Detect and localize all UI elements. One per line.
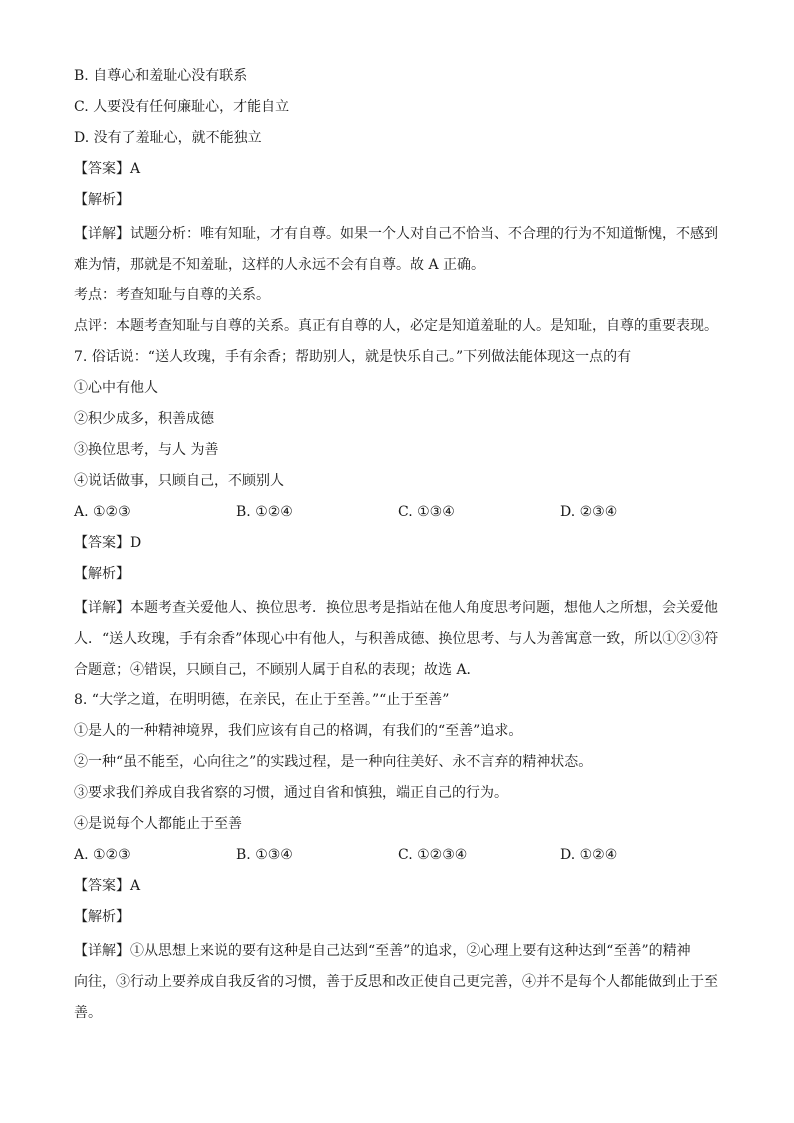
q7-item-1: ①心中有他人	[74, 380, 158, 396]
q6-option-b: B. 自尊心和羞耻心没有联系	[74, 68, 248, 84]
q8-item-1: ①是人的一种精神境界，我们应该有自己的格调，有我们的“至善”追求。	[74, 723, 523, 739]
q7-option-a: A. ①②③	[74, 504, 131, 520]
q7-detail-line: 合题意；④错误，只顾自己，不顾别人属于自私的表现；故选 A．	[74, 662, 481, 678]
q7-item-3: ③换位思考，与人 为善	[74, 442, 219, 458]
q7-analysis-label: 【解析】	[74, 566, 130, 582]
q6-answer: 【答案】A	[74, 161, 141, 177]
q6-option-c: C. 人要没有任何廉耻心，才能自立	[74, 99, 290, 115]
q8-detail	[74, 936, 724, 1029]
document-page	[74, 64, 724, 1029]
q7-detail-line: 【详解】本题考查关爱他人、换位思考．换位思考是指站在他人角度思考问题，想他人之所想，会关爱他	[74, 600, 718, 616]
q7-answer: 【答案】D	[74, 535, 142, 551]
q6-analysis-label: 【解析】	[74, 192, 130, 208]
q8-stem: 8. “大学之道，在明明德，在亲民，在止于至善。”“止于至善”	[74, 692, 450, 708]
q8-detail-line: 【详解】①从思想上来说的要有这种是自己达到“至善”的追求，②心理上要有这种达到“至善”的精神	[74, 943, 691, 959]
q6-kaodian: 考点：考查知耻与自尊的关系。	[74, 287, 270, 303]
q8-option-a: A. ①②③	[74, 847, 131, 863]
q8-option-d: D. ①②④	[560, 847, 618, 863]
q8-options	[74, 843, 724, 867]
q7-stem: 7. 俗话说：“送人玫瑰，手有余香；帮助别人，就是快乐自己。”下列做法能体现这一点的有	[74, 349, 632, 365]
q8-analysis-label: 【解析】	[74, 909, 130, 925]
q8-option-c: C. ①②③④	[398, 847, 468, 863]
q7-item-2: ②积少成多，积善成德	[74, 411, 214, 427]
q8-detail-line: 向往，③行动上要养成自我反省的习惯，善于反思和改正使自己更完善，④并不是每个人都能做到止于至	[74, 974, 718, 990]
q8-item-3: ③要求我们养成自我省察的习惯，通过自省和慎独，端正自己的行为。	[74, 785, 508, 801]
q7-option-d: D. ②③④	[560, 504, 618, 520]
q6-dianping: 点评：本题考查知耻与自尊的关系。真正有自尊的人，必定是知道羞耻的人。是知耻，自尊的重要表现。	[74, 318, 718, 334]
q7-detail	[74, 593, 724, 686]
q6-option-d: D. 没有了羞耻心，就不能独立	[74, 130, 262, 146]
q8-option-b: B. ①③④	[236, 847, 293, 863]
q6-detail	[74, 219, 724, 281]
q8-item-2: ②一种“虽不能至，心向往之”的实践过程，是一种向往美好、永不言弃的精神状态。	[74, 754, 593, 770]
q6-detail-line: 【详解】试题分析：唯有知耻，才有自尊。如果一个人对自己不恰当、不合理的行为不知道惭愧，不感到	[74, 226, 718, 242]
q8-item-4: ④是说每个人都能止于至善	[74, 816, 242, 832]
q7-options	[74, 500, 724, 524]
q8-detail-line: 善。	[74, 1005, 102, 1021]
q6-detail-line: 难为情，那就是不知羞耻，这样的人永远不会有自尊。故 A 正确。	[74, 257, 486, 273]
q7-option-b: B. ①②④	[236, 504, 293, 520]
q7-item-4: ④说话做事，只顾自己，不顾别人	[74, 473, 284, 489]
q7-option-c: C. ①③④	[398, 504, 455, 520]
q8-answer: 【答案】A	[74, 878, 141, 894]
q7-detail-line: 人．“送人玫瑰，手有余香”体现心中有他人，与积善成德、换位思考、与人为善寓意一致，所以①②③符	[74, 631, 719, 647]
